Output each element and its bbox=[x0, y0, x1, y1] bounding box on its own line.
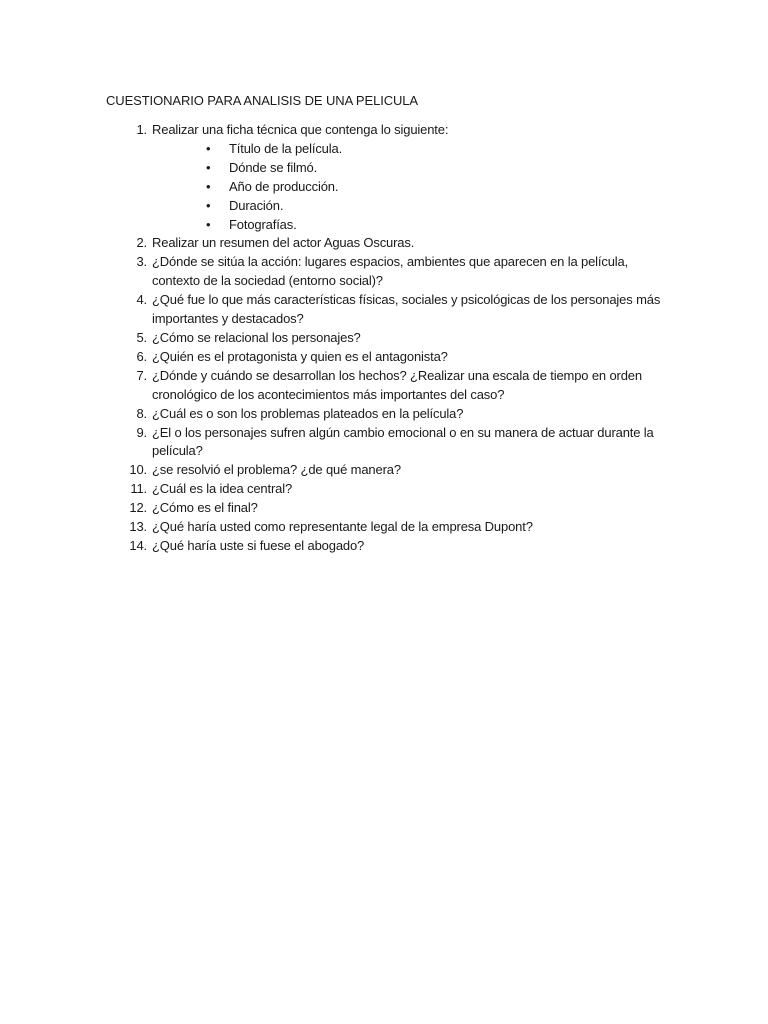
question-item bbox=[106, 480, 666, 499]
technical-sheet-item bbox=[138, 216, 666, 235]
question-text: ¿se resolvió el problema? ¿de qué manera? bbox=[152, 462, 401, 478]
question-text: ¿Cómo es el final? bbox=[152, 500, 258, 516]
question-number: 10. bbox=[129, 462, 147, 478]
question-item bbox=[106, 518, 666, 537]
question-text: ¿Cómo se relacional los personajes? bbox=[152, 329, 361, 345]
question-text: ¿Cuál es la idea central? bbox=[152, 481, 293, 497]
question-number: 9. bbox=[136, 424, 147, 440]
bullet-icon: • bbox=[206, 178, 211, 194]
question-item bbox=[106, 234, 666, 253]
bullet-icon: • bbox=[206, 159, 211, 175]
question-item bbox=[106, 461, 666, 480]
question-text: ¿Dónde y cuándo se desarrollan los hechos? ¿Realizar una escala de tiempo en orden cronológico de los acontecimientos más importantes del caso? bbox=[152, 367, 642, 402]
question-text: ¿Cuál es o son los problemas plateados en la película? bbox=[152, 405, 464, 421]
question-item bbox=[106, 424, 666, 462]
question-item bbox=[106, 329, 666, 348]
question-text: Realizar una ficha técnica que contenga lo siguiente: bbox=[152, 122, 449, 137]
technical-sheet-item-text: Fotografías. bbox=[229, 216, 297, 232]
question-number: 5. bbox=[136, 329, 147, 345]
question-number: 8. bbox=[136, 405, 147, 421]
bullet-icon: • bbox=[206, 216, 211, 232]
question-number: 6. bbox=[136, 348, 147, 364]
question-number: 7. bbox=[136, 367, 147, 383]
question-number: 3. bbox=[136, 254, 147, 270]
question-item bbox=[106, 253, 666, 291]
technical-sheet-item-text: Duración. bbox=[229, 197, 284, 213]
question-number: 14. bbox=[129, 537, 147, 553]
technical-sheet-item-text: Dónde se filmó. bbox=[229, 159, 318, 175]
question-number: 1. bbox=[136, 122, 147, 137]
technical-sheet-item-text: Año de producción. bbox=[229, 178, 339, 194]
technical-sheet-item-text: Título de la película. bbox=[229, 140, 343, 156]
question-text: ¿Qué fue lo que más características físicas, sociales y psicológicas de los personajes más importantes y destacados? bbox=[152, 292, 661, 327]
technical-sheet-item bbox=[138, 178, 666, 197]
question-item bbox=[106, 348, 666, 367]
technical-sheet-list bbox=[138, 140, 666, 235]
question-text: Realizar un resumen del actor Aguas Oscuras. bbox=[152, 235, 415, 251]
question-text: ¿Dónde se sitúa la acción: lugares espacios, ambientes que aparecen en la película, contexto de la sociedad (entorno social)? bbox=[152, 254, 629, 289]
question-number: 2. bbox=[136, 235, 147, 251]
technical-sheet-item bbox=[138, 197, 666, 216]
question-text: ¿Qué haría usted como representante legal de la empresa Dupont? bbox=[152, 519, 533, 535]
document-title: CUESTIONARIO PARA ANALISIS DE UNA PELICULA bbox=[106, 93, 418, 108]
question-item bbox=[106, 367, 666, 405]
technical-sheet-item bbox=[138, 140, 666, 159]
question-item bbox=[106, 291, 666, 329]
question-text: ¿Qué haría uste si fuese el abogado? bbox=[152, 537, 365, 553]
technical-sheet-item bbox=[138, 159, 666, 178]
question-item bbox=[106, 499, 666, 518]
question-text: ¿El o los personajes sufren algún cambio emocional o en su manera de actuar durante la película? bbox=[152, 424, 654, 459]
bullet-icon: • bbox=[206, 197, 211, 213]
question-item bbox=[106, 121, 666, 234]
question-item bbox=[106, 405, 666, 424]
question-text: ¿Quién es el protagonista y quien es el antagonista? bbox=[152, 348, 448, 364]
question-number: 4. bbox=[136, 292, 147, 308]
question-number: 12. bbox=[129, 500, 147, 516]
question-item bbox=[106, 537, 666, 556]
question-list bbox=[106, 121, 666, 556]
bullet-icon: • bbox=[206, 140, 211, 156]
question-number: 13. bbox=[129, 519, 147, 535]
question-number: 11. bbox=[130, 481, 147, 497]
